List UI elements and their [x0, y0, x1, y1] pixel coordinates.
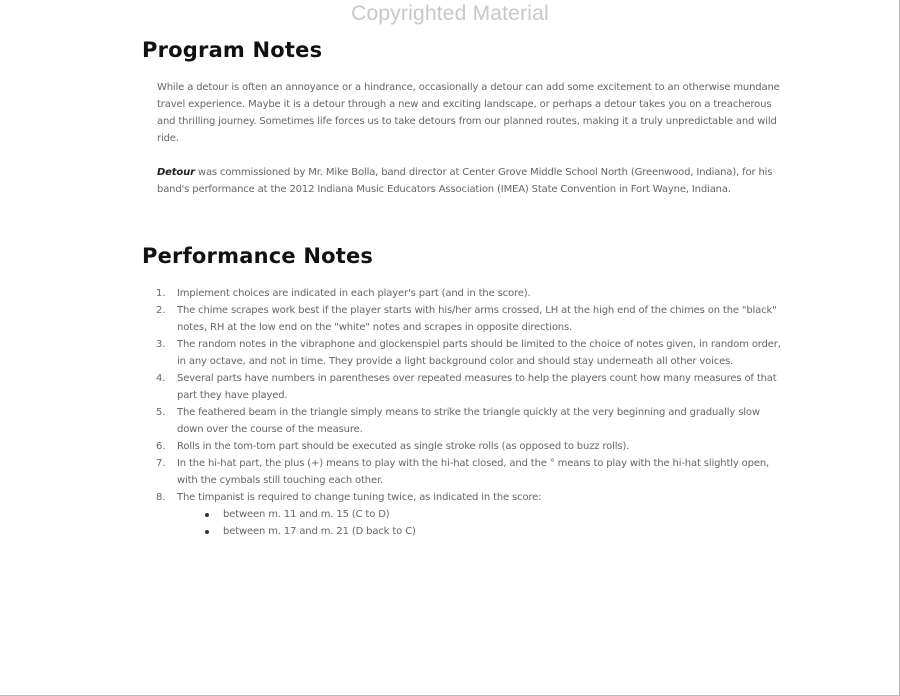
- item-number: 5.: [156, 407, 166, 418]
- item-text: Rolls in the tom-tom part should be executed as single stroke rolls (as opposed to buzz rolls).: [177, 441, 630, 452]
- bullet-icon: [205, 513, 209, 517]
- sub-item-text: between m. 11 and m. 15 (C to D): [223, 509, 390, 520]
- tuning-sublist: [177, 506, 787, 540]
- performance-notes-heading: Performance Notes: [142, 244, 374, 268]
- program-notes-paragraph-2: [142, 164, 782, 198]
- item-number: 6.: [156, 441, 166, 452]
- bullet-icon: [205, 530, 209, 534]
- item-number: 1.: [156, 288, 166, 299]
- item-number: 8.: [156, 492, 166, 503]
- item-text: Implement choices are indicated in each player's part (and in the score).: [177, 288, 531, 299]
- item-text: The timpanist is required to change tuning twice, as indicated in the score:: [177, 492, 542, 503]
- sub-item-text: between m. 17 and m. 21 (D back to C): [223, 526, 416, 537]
- item-number: 7.: [156, 458, 166, 469]
- list-item: [142, 455, 787, 489]
- list-item: [142, 336, 787, 370]
- sub-list-item: [177, 523, 787, 540]
- item-number: 4.: [156, 373, 166, 384]
- performance-notes-section: [142, 244, 782, 540]
- program-notes-section: [142, 38, 782, 198]
- program-notes-heading: Program Notes: [142, 38, 323, 62]
- item-text: In the hi-hat part, the plus (+) means to play with the hi-hat closed, and the ° means to play with the hi-hat slightly open, with the cymbals still touching each other.: [177, 458, 770, 486]
- item-text: Several parts have numbers in parentheses over repeated measures to help the players count how many measures of that part they have played.: [177, 373, 777, 401]
- sub-list-item: [177, 506, 787, 523]
- piece-title: Detour: [157, 167, 195, 178]
- list-item: [142, 438, 787, 455]
- list-item: [142, 370, 787, 404]
- list-item: [142, 404, 787, 438]
- item-text: The random notes in the vibraphone and glockenspiel parts should be limited to the choice of notes given, in random order, in any octave, and not in time. They provide a light background color and should stay underneath all other voices.: [177, 339, 781, 367]
- paragraph-2-text: was commissioned by Mr. Mike Bolla, band director at Center Grove Middle School North (Greenwood, Indiana), for his band's performance at the 2012 Indiana Music Educators Association (IMEA) State Convention in Fort Wayne, Indiana.: [157, 167, 773, 195]
- list-item: [142, 285, 787, 302]
- performance-notes-list: [142, 285, 782, 540]
- program-notes-paragraph-1: While a detour is often an annoyance or a hindrance, occasionally a detour can add some excitement to an otherwise mundane travel experience. Maybe it is a detour through a new and exciting landscape, or perhaps a detour takes you on a treacherous and thrilling journey. Sometimes life forces us to take detours from our planned routes, making it a truly unpredictable and wild ride.: [157, 82, 780, 144]
- item-number: 2.: [156, 305, 166, 316]
- item-number: 3.: [156, 339, 166, 350]
- item-text: The feathered beam in the triangle simply means to strike the triangle quickly at the very beginning and gradually slow down over the course of the measure.: [177, 407, 760, 435]
- item-text: The chime scrapes work best if the player starts with his/her arms crossed, LH at the high end of the chimes on the "black" notes, RH at the low end on the "white" notes and scrapes in opposite directions.: [177, 305, 777, 333]
- list-item: [142, 489, 787, 540]
- list-item: [142, 302, 787, 336]
- watermark: Copyrighted Material: [351, 2, 549, 25]
